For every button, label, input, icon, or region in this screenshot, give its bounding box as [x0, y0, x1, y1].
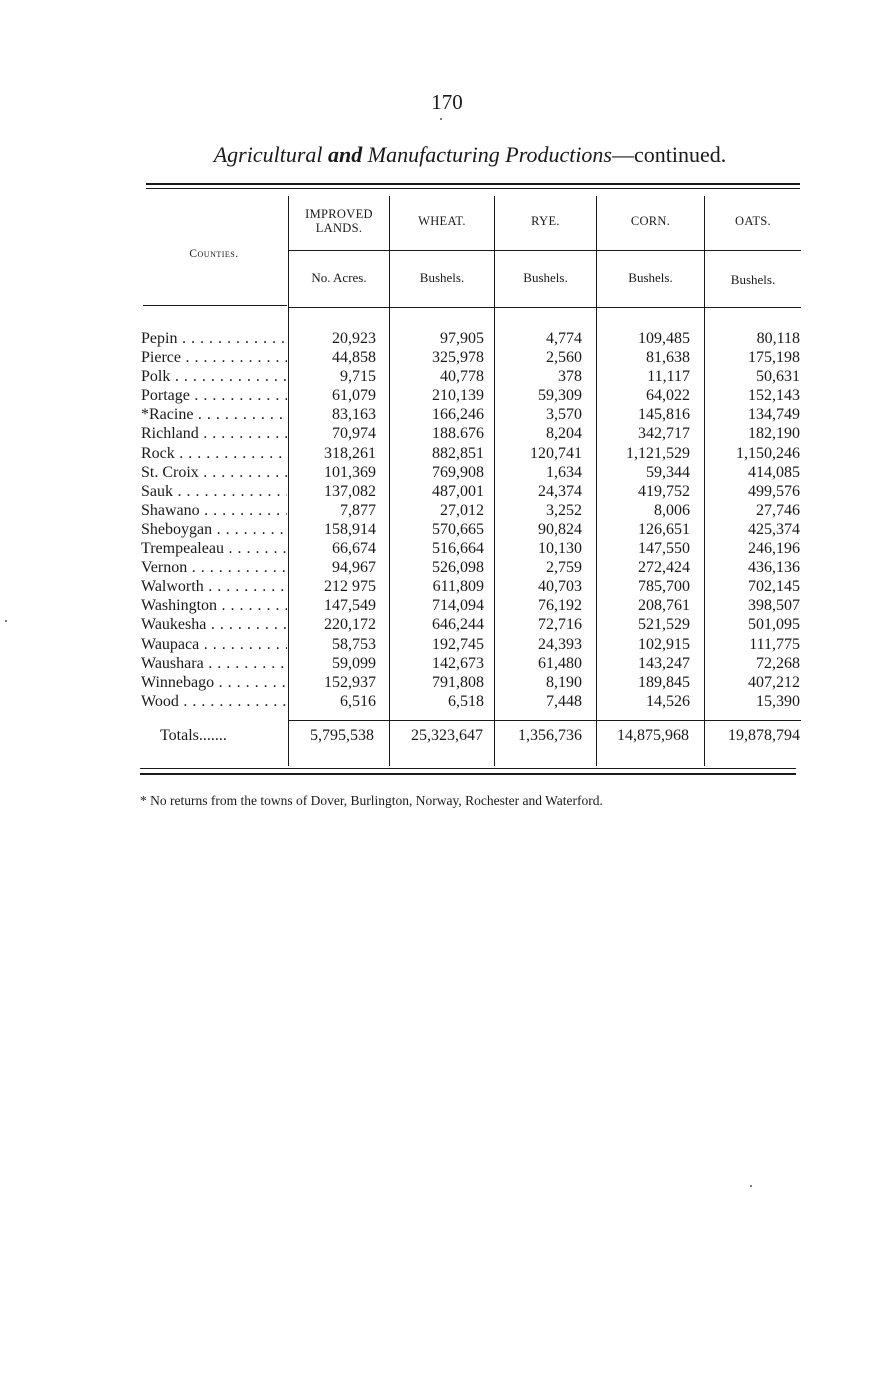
table-row	[0, 386, 894, 405]
cell-improved: 152,937	[324, 673, 376, 691]
title-part-1: Agricultural	[213, 142, 323, 167]
cell-wheat: 646,244	[432, 616, 484, 634]
total-rye: 1,356,736	[518, 727, 582, 744]
cell-wheat: 714,094	[432, 597, 484, 615]
cell-oats: 398,507	[748, 597, 800, 615]
cell-rye: 8,204	[546, 425, 582, 443]
cell-improved: 318,261	[324, 444, 376, 462]
county-name: Richland . . .	[141, 424, 287, 443]
county-name: Pierce . . .	[141, 348, 287, 367]
cell-corn: 342,717	[638, 425, 690, 443]
top-rule-1	[146, 183, 800, 185]
table-row	[0, 558, 894, 577]
cell-corn: 272,424	[638, 559, 690, 577]
col-header-oats: OATS.	[735, 214, 771, 228]
cell-wheat: 210,139	[432, 387, 484, 405]
col-header-improved	[289, 207, 389, 235]
header-mid-rule	[289, 250, 801, 251]
table-row	[0, 329, 894, 348]
table-row	[0, 501, 894, 520]
unit-wheat: Bushels.	[419, 270, 465, 285]
cell-corn: 81,638	[646, 349, 690, 367]
county-name: St. Croix . . .	[141, 463, 287, 482]
cell-wheat: 487,001	[432, 482, 484, 500]
table-row	[0, 424, 894, 443]
totals-label: Totals.......	[160, 727, 227, 744]
scan-speck	[5, 620, 7, 622]
county-name: Waushara . . .	[141, 654, 287, 673]
table-row	[0, 463, 894, 482]
cell-rye: 7,448	[546, 692, 582, 710]
unit-corn: Bushels.	[628, 270, 673, 285]
cell-improved: 94,967	[332, 559, 376, 577]
cell-corn: 419,752	[638, 482, 690, 500]
cell-rye: 61,480	[538, 654, 582, 672]
county-name: Rock . . .	[141, 444, 287, 463]
cell-wheat: 791,808	[432, 673, 484, 691]
county-name: Washington . . .	[141, 596, 287, 615]
county-name: Walworth . . .	[141, 577, 287, 596]
cell-rye: 4,774	[546, 330, 582, 347]
table-row	[0, 405, 894, 424]
cell-wheat: 188.676	[432, 425, 484, 443]
table-row	[0, 348, 894, 367]
county-name: Waupaca . . .	[141, 635, 287, 654]
counties-header: Counties.	[189, 248, 239, 260]
cell-rye: 24,374	[538, 482, 582, 500]
cell-improved: 20,923	[332, 330, 376, 347]
cell-wheat: 166,246	[432, 406, 484, 424]
table-row	[0, 367, 894, 386]
cell-oats: 501,095	[748, 616, 800, 634]
county-name: Trempealeau . . .	[141, 539, 287, 558]
totals-row	[0, 727, 894, 749]
cell-oats: 152,143	[748, 387, 800, 405]
cell-wheat: 882,851	[432, 444, 484, 462]
cell-wheat: 526,098	[432, 559, 484, 577]
cell-corn: 189,845	[638, 673, 690, 691]
cell-rye: 72,716	[538, 616, 582, 634]
cell-rye: 378	[558, 368, 582, 386]
cell-corn: 8,006	[654, 501, 690, 519]
cell-oats: 175,198	[748, 349, 800, 367]
cell-improved: 58,753	[332, 635, 376, 653]
cell-oats: 246,196	[748, 540, 800, 558]
cell-oats: 182,190	[748, 425, 800, 443]
unit-improved: No. Acres.	[311, 270, 367, 285]
cell-wheat: 516,664	[432, 540, 484, 558]
cell-corn: 126,651	[638, 520, 690, 538]
cell-oats: 134,749	[748, 406, 800, 424]
cell-rye: 3,570	[546, 406, 582, 424]
cell-wheat: 40,778	[440, 368, 484, 386]
col-header-corn: CORN.	[630, 214, 671, 228]
county-name: Portage . . .	[141, 386, 287, 405]
table-row	[0, 673, 894, 692]
scan-speck	[440, 118, 442, 120]
cell-rye: 120,741	[530, 444, 582, 462]
cell-corn: 11,117	[647, 368, 690, 386]
page-number: 170	[431, 90, 463, 114]
cell-rye: 10,130	[538, 540, 582, 558]
cell-improved: 101,369	[324, 463, 376, 481]
cell-rye: 76,192	[538, 597, 582, 615]
cell-corn: 521,529	[638, 616, 690, 634]
cell-oats: 414,085	[748, 463, 800, 481]
cell-oats: 407,212	[748, 673, 800, 691]
cell-corn: 145,816	[638, 406, 690, 424]
county-name: Wood . . .	[141, 692, 287, 711]
unit-rye: Bushels.	[523, 270, 568, 285]
title-part-4: —continued.	[612, 142, 727, 167]
total-wheat: 25,323,647	[411, 727, 483, 744]
cell-improved: 7,877	[340, 501, 376, 519]
cell-rye: 2,560	[546, 349, 582, 367]
footnote: * No returns from the towns of Dover, Burlington, Norway, Rochester and Waterford.	[140, 793, 603, 808]
cell-oats: 80,118	[756, 330, 800, 347]
county-name: Vernon . . .	[141, 558, 287, 577]
bottom-rule-2	[140, 773, 796, 775]
cell-rye: 3,252	[546, 501, 582, 519]
cell-rye: 90,824	[538, 520, 582, 538]
table-row	[0, 539, 894, 558]
cell-wheat: 142,673	[432, 654, 484, 672]
cell-rye: 59,309	[538, 387, 582, 405]
scan-speck	[750, 1185, 752, 1187]
cell-corn: 1,121,529	[626, 444, 690, 462]
cell-improved: 9,715	[340, 368, 376, 386]
cell-corn: 147,550	[638, 540, 690, 558]
cell-improved: 70,974	[332, 425, 376, 443]
cell-wheat: 611,809	[432, 578, 484, 596]
county-name: Sheboygan . . .	[141, 520, 287, 539]
cell-improved: 44,858	[332, 349, 376, 367]
cell-improved: 147,549	[324, 597, 376, 615]
cell-corn: 102,915	[638, 635, 690, 653]
cell-oats: 27,746	[756, 501, 800, 519]
cell-corn: 208,761	[638, 597, 690, 615]
cell-rye: 24,393	[538, 635, 582, 653]
table-row	[0, 615, 894, 634]
cell-corn: 109,485	[638, 330, 690, 347]
cell-corn: 59,344	[646, 463, 690, 481]
cell-rye: 2,759	[546, 559, 582, 577]
header-bottom-rule-a	[143, 305, 287, 306]
cell-rye: 40,703	[538, 578, 582, 596]
col-header-wheat: WHEAT.	[418, 214, 466, 228]
cell-improved: 59,099	[332, 654, 376, 672]
col-header-rye: RYE.	[531, 214, 560, 228]
cell-oats: 436,136	[748, 559, 800, 577]
county-name: Polk . . .	[141, 367, 287, 386]
cell-oats: 425,374	[748, 520, 800, 538]
cell-corn: 64,022	[646, 387, 690, 405]
cell-oats: 702,145	[748, 578, 800, 596]
table-row	[0, 520, 894, 539]
table-row	[0, 692, 894, 711]
bottom-rule-1	[140, 768, 796, 769]
cell-wheat: 570,665	[432, 520, 484, 538]
cell-improved: 61,079	[332, 387, 376, 405]
cell-improved: 83,163	[332, 406, 376, 424]
cell-corn: 785,700	[638, 578, 690, 596]
county-name: Waukesha . . .	[141, 615, 287, 634]
county-name: Winnebago . . .	[141, 673, 287, 692]
table-row	[0, 635, 894, 654]
total-oats: 19,878,794	[728, 727, 800, 744]
cell-oats: 72,268	[756, 654, 800, 672]
cell-improved: 137,082	[324, 482, 376, 500]
total-improved: 5,795,538	[310, 727, 374, 744]
col-header-improved-text: IMPROVED LANDS.	[305, 207, 373, 235]
cell-oats: 50,631	[756, 368, 800, 386]
table-row	[0, 444, 894, 463]
cell-improved: 66,674	[332, 540, 376, 558]
cell-oats: 111,775	[749, 635, 800, 653]
cell-oats: 499,576	[748, 482, 800, 500]
cell-wheat: 6,518	[448, 692, 484, 710]
table-row	[0, 577, 894, 596]
cell-improved: 212 975	[324, 578, 376, 596]
table-body	[0, 329, 894, 711]
table-row	[0, 596, 894, 615]
county-name: Shawano . . .	[141, 501, 287, 520]
cell-wheat: 325,978	[432, 349, 484, 367]
county-name: *Racine . . .	[141, 405, 287, 424]
cell-rye: 8,190	[546, 673, 582, 691]
cell-wheat: 769,908	[432, 463, 484, 481]
cell-wheat: 192,745	[432, 635, 484, 653]
cell-improved: 220,172	[324, 616, 376, 634]
title-part-3: Manufacturing Productions	[367, 142, 612, 167]
page-title	[140, 142, 800, 168]
county-name: Sauk . . .	[141, 482, 287, 501]
title-part-2: and	[328, 142, 363, 167]
total-corn: 14,875,968	[617, 727, 689, 744]
cell-oats: 15,390	[756, 692, 800, 710]
cell-improved: 6,516	[340, 692, 376, 710]
table-row	[0, 482, 894, 501]
top-rule-2	[146, 188, 800, 189]
cell-rye: 1,634	[546, 463, 582, 481]
cell-oats: 1,150,246	[736, 444, 800, 462]
totals-rule	[289, 720, 801, 721]
cell-wheat: 97,905	[440, 330, 484, 347]
unit-oats: Bushels.	[730, 272, 776, 287]
cell-improved: 158,914	[324, 520, 376, 538]
table-row	[0, 654, 894, 673]
cell-corn: 143,247	[638, 654, 690, 672]
cell-corn: 14,526	[646, 692, 690, 710]
county-name: Pepin . . .	[141, 329, 287, 348]
cell-wheat: 27,012	[440, 501, 484, 519]
header-bottom-rule-b	[289, 307, 801, 308]
